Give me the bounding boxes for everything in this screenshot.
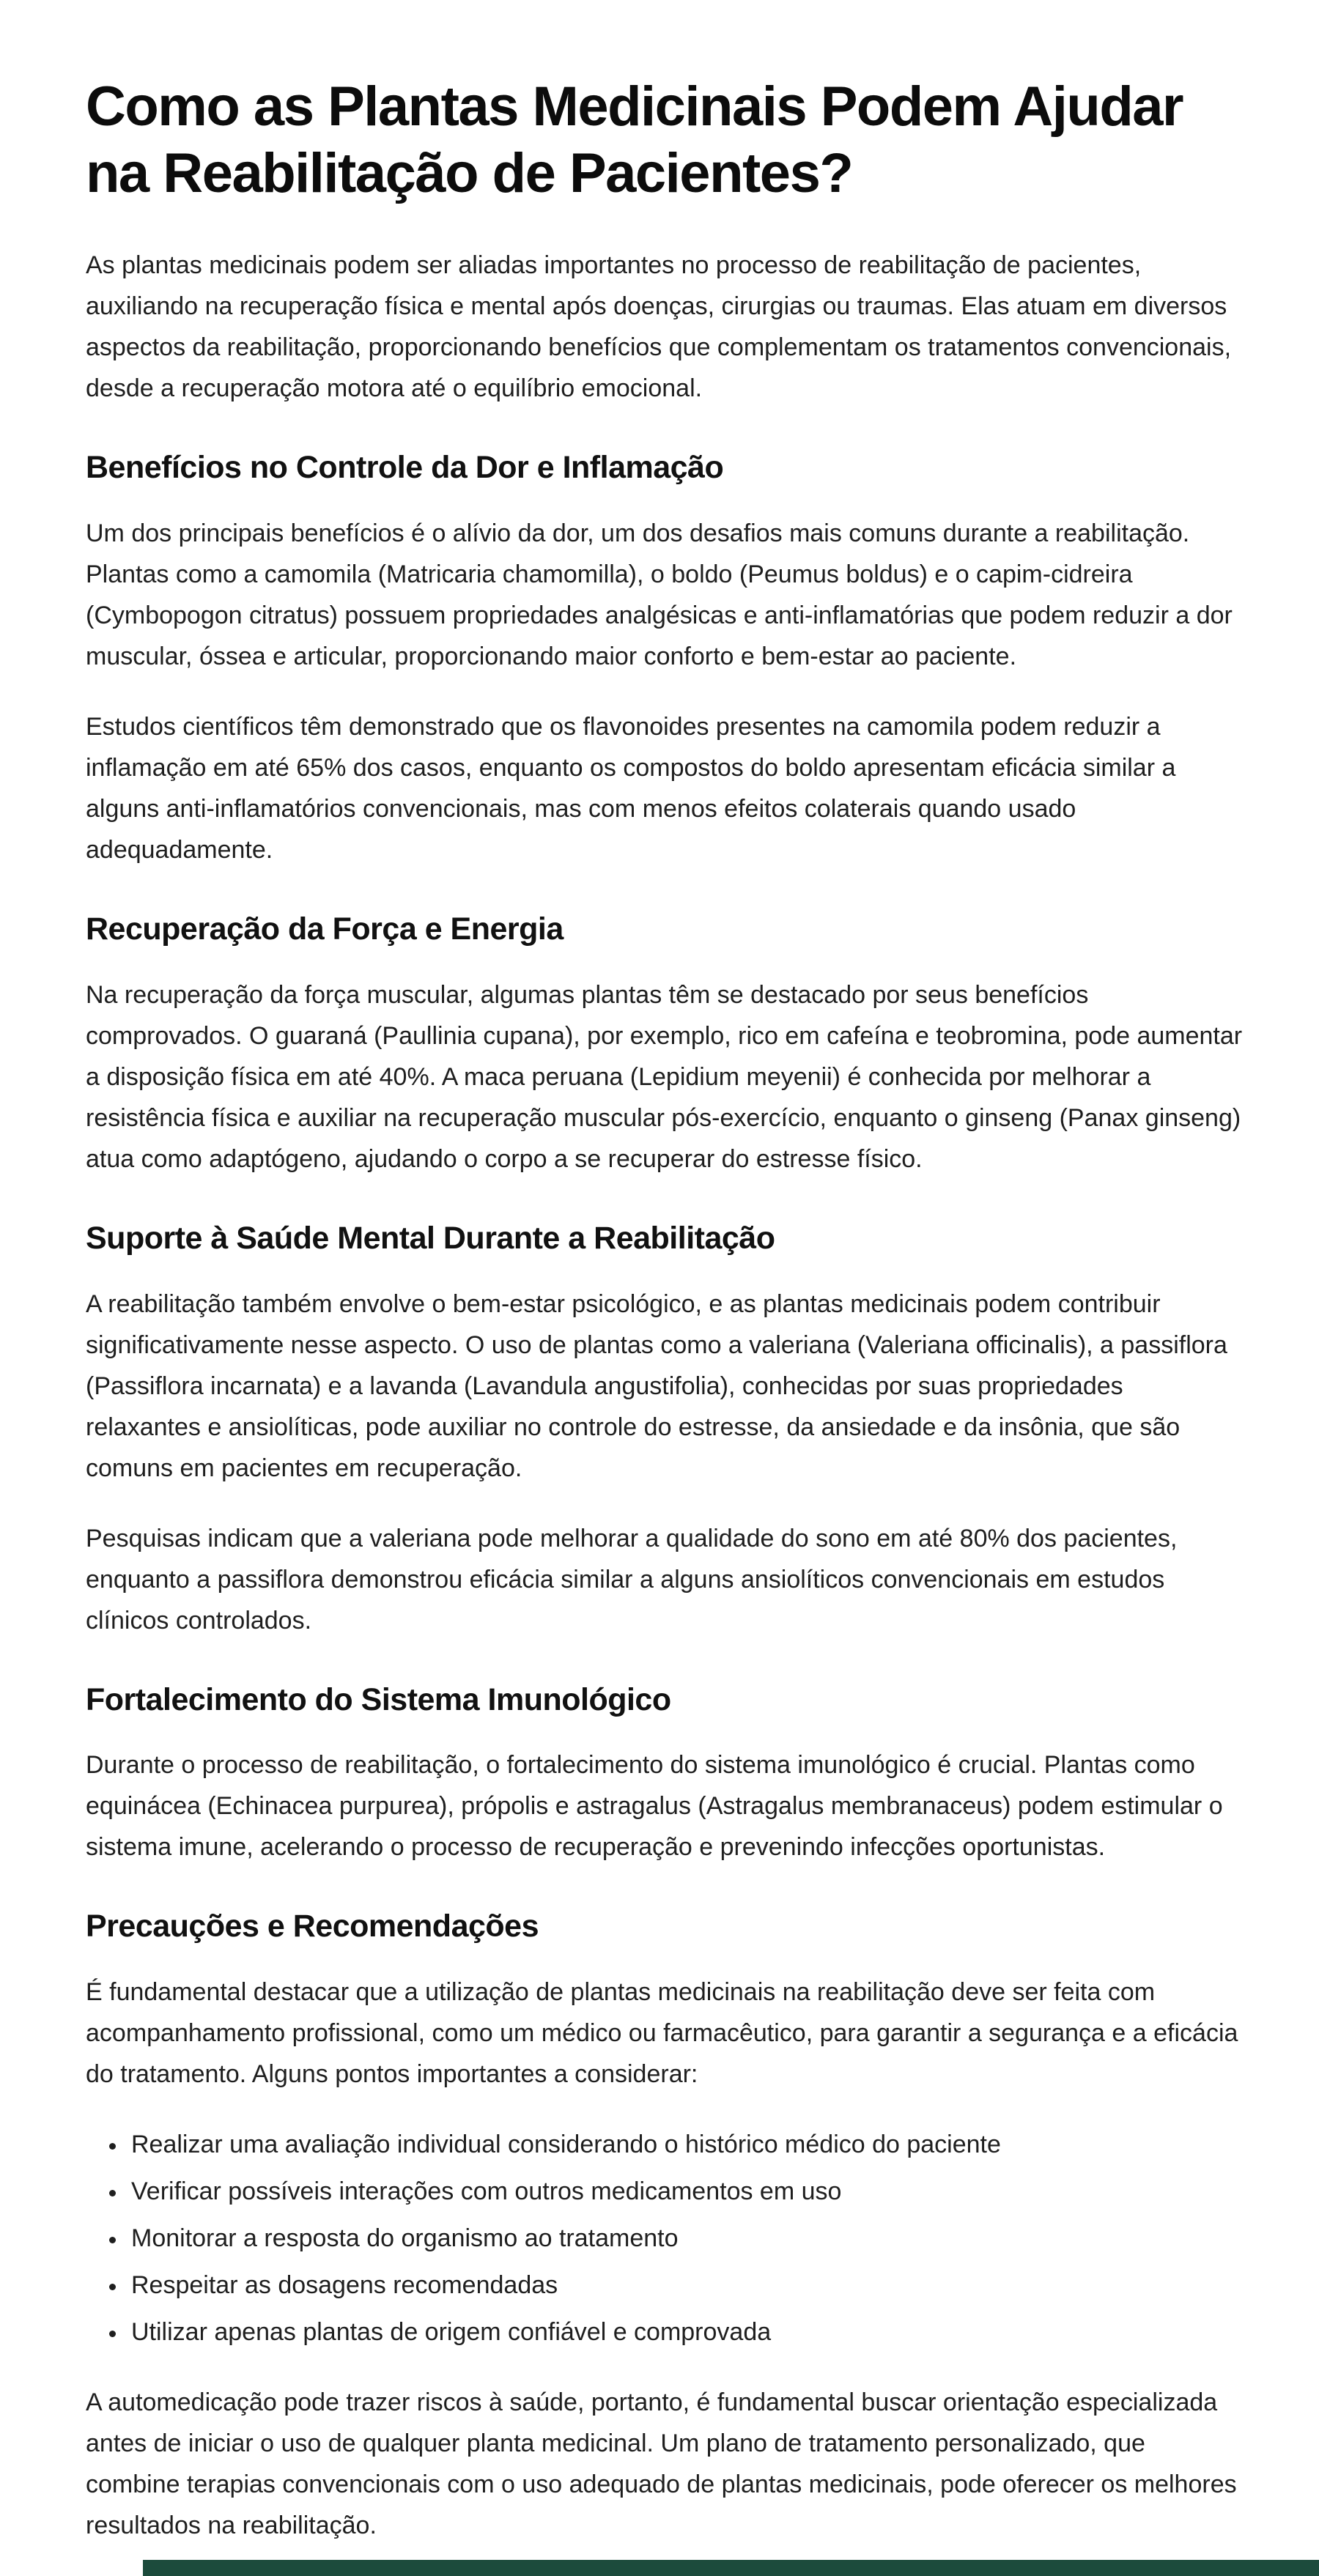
section-heading: Precauções e Recomendações — [86, 1909, 539, 1944]
section-paragraph: Estudos científicos têm demonstrado que os flavonoides presentes na camomila podem reduzir a inflamação em até 65% dos casos, enquanto os compostos do boldo apresentam eficácia similar a alguns anti-inflamatórios convencionais, mas com menos efeitos colaterais quando usado adequadamente. — [86, 713, 1176, 865]
section-heading: Recuperação da Força e Energia — [86, 911, 564, 947]
section-forca-energia — [86, 910, 1244, 1180]
intro-paragraph: As plantas medicinais podem ser aliadas importantes no processo de reabilitação de pacientes, auxiliando na recuperação física e mental após doenças, cirurgias ou traumas. Elas atuam em diversos aspectos da reabilitação, proporcionando benefícios que complementam os tratamentos convencionais, desde a recuperação motora até o equilíbrio emocional. — [86, 251, 1232, 403]
section-heading: Fortalecimento do Sistema Imunológico — [86, 1681, 671, 1717]
page-title: Como as Plantas Medicinais Podem Ajudar na Reabilitação de Pacientes? — [86, 75, 1183, 205]
precautions-list — [86, 2124, 1244, 2353]
section-precaucoes — [86, 1907, 1244, 2546]
list-item: • Utilizar apenas plantas de origem confiável e comprovada — [127, 2312, 1244, 2353]
section-heading: Benefícios no Controle da Dor e Inflamação — [86, 450, 724, 486]
list-item: • Realizar uma avaliação individual considerando o histórico médico do paciente — [127, 2124, 1244, 2165]
section-dor-inflamacao — [86, 448, 1244, 870]
footer-bar — [143, 2560, 1319, 2576]
section-paragraph: Um dos principais benefícios é o alívio da dor, um dos desafios mais comuns durante a reabilitação. Plantas como a camomila (Matricaria chamomilla), o boldo (Peumus boldus) e o capim-cidreira (Cymbopogon citratus) possuem propriedades analgésicas e anti-inflamatórias que podem reduzir a dor muscular, óssea e articular, proporcionando maior conforto e bem-estar ao paciente. — [86, 519, 1233, 671]
section-heading: Suporte à Saúde Mental Durante a Reabilitação — [86, 1220, 775, 1256]
closing-paragraph: A automedicação pode trazer riscos à saúde, portanto, é fundamental buscar orientação especializada antes de iniciar o uso de qualquer planta medicinal. Um plano de tratamento personalizado, que combine terapias convencionais com o uso adequado de plantas medicinais, pode oferecer os melhores resultados na reabilitação. — [86, 2388, 1237, 2540]
section-paragraph: Pesquisas indicam que a valeriana pode melhorar a qualidade do sono em até 80% dos pacientes, enquanto a passiflora demonstrou eficácia similar a alguns ansiolíticos convencionais em estudos clínicos controlados. — [86, 1524, 1178, 1635]
list-item: • Respeitar as dosagens recomendadas — [127, 2265, 1244, 2306]
list-item: • Monitorar a resposta do organismo ao tratamento — [127, 2218, 1244, 2259]
section-paragraph: Durante o processo de reabilitação, o fortalecimento do sistema imunológico é crucial. Plantas como equinácea (Echinacea purpurea), própolis e astragalus (Astragalus membranaceus) podem estimular o sistema imune, acelerando o processo de recuperação e prevenindo infecções oportunistas. — [86, 1751, 1223, 1862]
section-sistema-imunologico — [86, 1681, 1244, 1868]
section-paragraph: É fundamental destacar que a utilização de plantas medicinais na reabilitação deve ser feita com acompanhamento profissional, como um médico ou farmacêutico, para garantir a segurança e a eficácia do tratamento. Alguns pontos importantes a considerar: — [86, 1978, 1238, 2089]
section-paragraph: Na recuperação da força muscular, algumas plantas têm se destacado por seus benefícios comprovados. O guaraná (Paullinia cupana), por exemplo, rico em cafeína e teobromina, pode aumentar a disposição física em até 40%. A maca peruana (Lepidium meyenii) é conhecida por melhorar a resistência física e auxiliar na recuperação muscular pós-exercício, enquanto o ginseng (Panax ginseng) atua como adaptógeno, ajudando o corpo a se recuperar do estresse físico. — [86, 980, 1243, 1173]
list-item: • Verificar possíveis interações com outros medicamentos em uso — [127, 2171, 1244, 2212]
section-saude-mental — [86, 1219, 1244, 1641]
section-paragraph: A reabilitação também envolve o bem-estar psicológico, e as plantas medicinais podem contribuir significativamente nesse aspecto. O uso de plantas como a valeriana (Valeriana officinalis), a passiflora (Passiflora incarnata) e a lavanda (Lavandula angustifolia), conhecidas por suas propriedades relaxantes e ansiolíticas, pode auxiliar no controle do estresse, da ansiedade e da insônia, que são comuns em pacientes em recuperação. — [86, 1289, 1227, 1482]
